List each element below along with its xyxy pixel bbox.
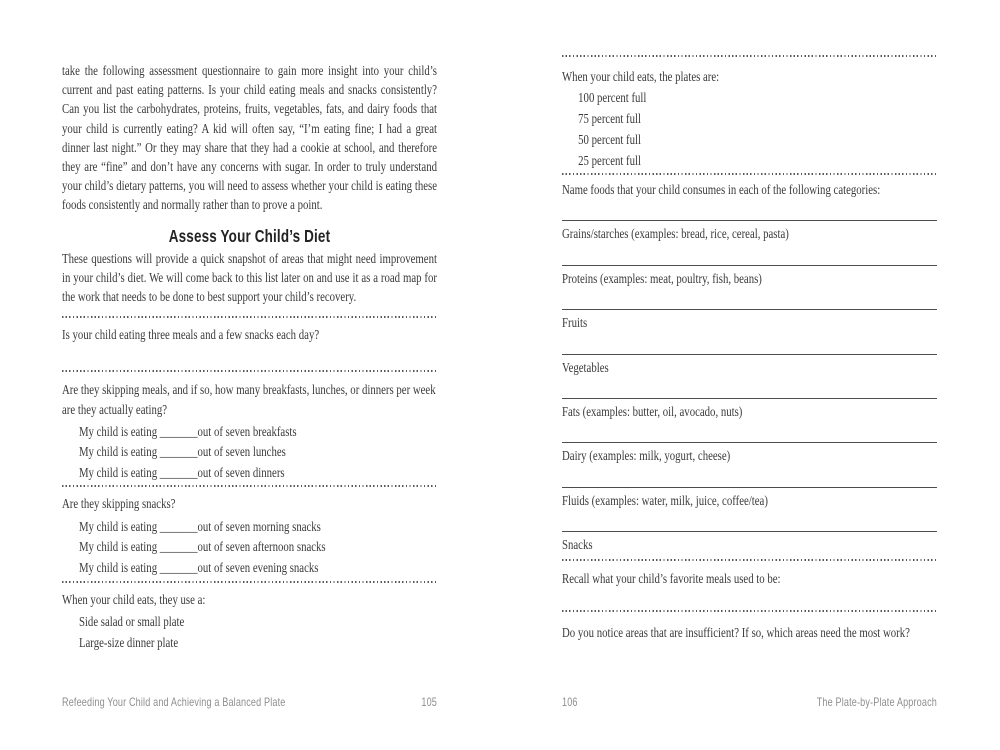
dotted-divider [562, 559, 937, 561]
running-title: The Plate-by-Plate Approach [816, 695, 937, 709]
question-plate-type: When your child eats, they use a: [62, 593, 206, 609]
question-meals-per-day: Is your child eating three meals and a few snacks each day? [62, 328, 320, 344]
category-label-fluids: Fluids (examples: water, milk, juice, coffee/tea) [562, 493, 768, 509]
category-label-grains: Grains/starches (examples: bread, rice, cereal, pasta) [562, 227, 789, 243]
answer-field-vegetables [562, 354, 937, 378]
plate-fullness-options [562, 88, 937, 172]
question-skipping-snacks: Are they skipping snacks? [62, 497, 176, 513]
running-title: Refeeding Your Child and Achieving a Balanced Plate [62, 695, 286, 709]
option-75-percent: 75 percent full [578, 112, 642, 128]
intro-paragraph: take the following assessment questionnaire to gain more insight into your child’s current and past eating patterns. Is your child eating meals and snacks consistently? Can you list the carbohydrates, proteins, fruits, vegetables, fats, and dairy foods that your child is currently eating? A kid will often say, “I’m eating fine; I had a great dinner last night.” Or they may share that they had a cookie at school, and therefore they are “fine” and don’t have any concerns with sugar. In order to truly understand your child’s dietary patterns, you will need to assess whether your child is eating these foods consistently and normally rather than to prove a point. [62, 64, 437, 214]
question-food-categories: Name foods that your child consumes in each of the following categories: [562, 183, 881, 199]
page-number: 105 [421, 695, 437, 709]
dotted-divider [62, 316, 437, 318]
option-100-percent: 100 percent full [578, 91, 647, 107]
fill-in-list-snacks [62, 518, 437, 580]
section-heading: Assess Your Child’s Diet [168, 225, 331, 246]
dotted-divider [62, 581, 437, 583]
question-skipping-meals: Are they skipping meals, and if so, how many breakfasts, lunches, or dinners per week are they actually eating? [62, 383, 436, 418]
dotted-divider [562, 55, 937, 57]
option-small-plate: Side salad or small plate [78, 615, 185, 631]
category-label-fruits: Fruits [562, 316, 588, 332]
category-label-snacks: Snacks [562, 538, 593, 554]
category-label-vegetables: Vegetables [562, 360, 609, 376]
question-insufficient-areas: Do you notice areas that are insufficient? If so, which areas need the most work? [562, 625, 910, 641]
fill-in-line-morning-snacks: My child is eating _______out of seven morning snacks [78, 519, 321, 535]
page-footer-right [562, 695, 937, 709]
fill-in-line-afternoon-snacks: My child is eating _______out of seven afternoon snacks [78, 540, 326, 556]
dotted-divider [562, 610, 937, 612]
right-page [562, 0, 937, 750]
answer-field-fats [562, 398, 937, 422]
question-plate-fullness: When your child eats, the plates are: [562, 70, 720, 85]
fill-in-line-lunches: My child is eating _______out of seven lunches [78, 445, 286, 461]
fill-in-line-evening-snacks: My child is eating _______out of seven evening snacks [78, 560, 319, 576]
answer-field-fruits [562, 309, 937, 333]
dotted-divider [62, 485, 437, 487]
answer-field-grains [562, 220, 937, 244]
answer-field-snacks [562, 531, 937, 555]
fill-in-line-dinners: My child is eating _______out of seven dinners [78, 465, 285, 481]
question-favorite-meals: Recall what your child’s favorite meals used to be: [562, 571, 781, 587]
left-page [62, 0, 437, 750]
answer-field-dairy [562, 442, 937, 466]
option-25-percent: 25 percent full [578, 154, 642, 170]
category-label-dairy: Dairy (examples: milk, yogurt, cheese) [562, 449, 731, 465]
answer-field-fluids [562, 487, 937, 511]
section-intro-paragraph: These questions will provide a quick snapshot of areas that might need improvement in your child’s diet. We will come back to this list later on and use it as a road map for the work that needs to be done to best support your child’s recovery. [62, 251, 437, 306]
dotted-divider [562, 173, 937, 175]
answer-field-proteins [562, 265, 937, 289]
dotted-divider [62, 370, 437, 372]
page-footer-left [62, 695, 437, 709]
category-label-fats: Fats (examples: butter, oil, avocado, nuts) [562, 405, 743, 421]
category-label-proteins: Proteins (examples: meat, poultry, fish, beans) [562, 271, 762, 287]
option-50-percent: 50 percent full [578, 133, 642, 149]
option-large-plate: Large-size dinner plate [78, 635, 179, 651]
plate-type-options [62, 613, 437, 654]
fill-in-list-meals [62, 423, 437, 485]
fill-in-line-breakfasts: My child is eating _______out of seven breakfasts [78, 424, 297, 440]
page-number: 106 [562, 695, 578, 709]
